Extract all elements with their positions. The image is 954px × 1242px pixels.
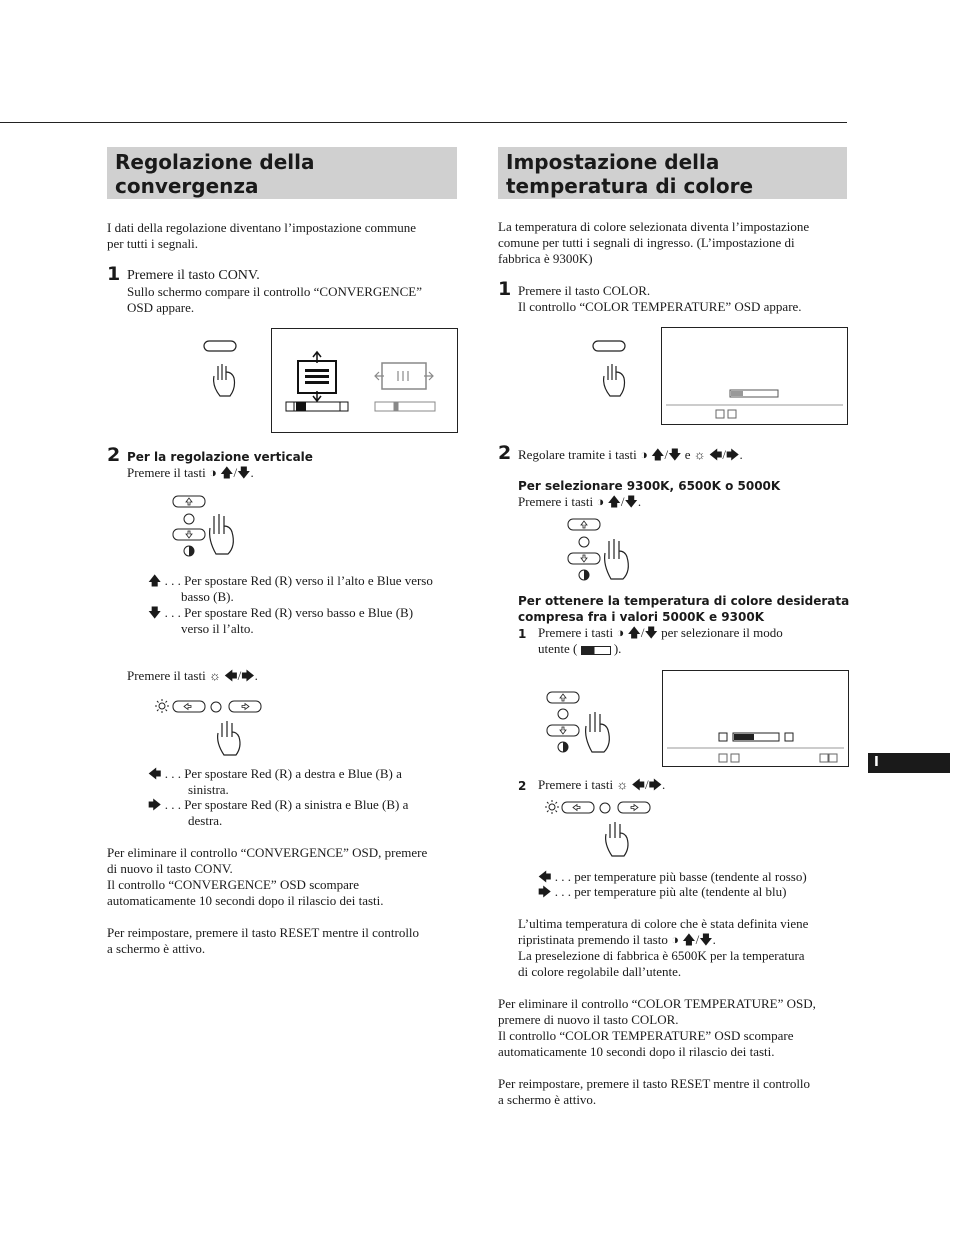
color-temperature-osd (661, 327, 848, 425)
lower-temperature-line: 🡄 . . . per temperature più basse (tendente al rosso) (538, 869, 807, 884)
up-arrow-icon: 🡅 (651, 447, 665, 462)
left-arrow-icon: 🡄 (538, 869, 552, 884)
right-title-line2: temperatura di colore (506, 174, 754, 198)
left-title-line2: convergenza (115, 174, 259, 198)
up-key-icon (728, 410, 736, 418)
vertical-convergence-icon (298, 352, 336, 401)
left-section-title (107, 147, 457, 199)
down-arrow-icon: 🡇 (624, 494, 638, 509)
right-key-icon (829, 754, 837, 762)
down-key-icon (716, 410, 724, 418)
right-intro: La temperatura di colore selezionata diventa l’impostazione comune per tutti i segnali di ingresso. (L’impostazione di fabbrica è 9300K) (498, 219, 810, 266)
contrast-icon: ◑ (616, 625, 625, 640)
right-reset-paragraph: Per reimpostare, premere il tasto RESET mentre il controllo a schermo è attivo. (498, 1076, 811, 1107)
horizontal-convergence-icon (375, 363, 433, 389)
right-arrow-icon: 🡆 (241, 668, 255, 683)
down-arrow-icon: 🡇 (148, 605, 162, 620)
pointing-hand-icon (604, 364, 625, 396)
right-exit-paragraph: Per eliminare il controllo “COLOR TEMPERATURE” OSD, premere di nuovo il tasto COLOR. Il controllo “COLOR TEMPERATURE” OSD scompare automaticamente 10 secondi dopo il rilascio dei tasti. (498, 996, 816, 1059)
down-arrow-icon: 🡇 (699, 932, 713, 947)
select-instruction: Premere i tasti ◑ 🡅/🡇. (518, 494, 642, 509)
vertical-keys-illustration (170, 494, 250, 560)
horizontal-keys-illustration (154, 699, 266, 759)
left-arrow-icon: 🡄 (148, 766, 162, 781)
left-step2-number: 2 (107, 444, 121, 466)
right-title-line1: Impostazione della (506, 150, 720, 174)
pointing-hand-icon (605, 539, 629, 579)
horizontal-instruction: Premere il tasti ☼ 🡄/🡆. (127, 668, 258, 683)
select-keys-illustration (565, 517, 645, 583)
left-key-icon (719, 733, 727, 741)
user-mode-bar-icon (581, 646, 611, 655)
contrast-icon: ◑ (671, 932, 679, 947)
contrast-icon: ◑ (208, 465, 217, 480)
convergence-osd (271, 328, 458, 433)
pointing-hand-icon (210, 514, 234, 554)
brightness-icon: ☼ (208, 668, 221, 683)
left-exit-paragraph: Per eliminare il controllo “CONVERGENCE” OSD, premere di nuovo il tasto CONV. Il controllo “CONVERGENCE” OSD scompare automaticamente 10 secondi dopo il rilascio dei tasti. (107, 845, 428, 908)
left-step1-number: 1 (107, 263, 121, 285)
up-arrow-icon: 🡅 (682, 932, 696, 947)
left-step2-heading: Per la regolazione verticale (127, 450, 313, 464)
pointing-hand-icon (214, 364, 235, 396)
pointing-hand-icon (218, 721, 240, 755)
right-step1-text: Premere il tasto COLOR. Il controllo “COLOR TEMPERATURE” OSD appare. (518, 283, 802, 314)
vertical-convergence-slider (286, 402, 348, 411)
top-rule (0, 122, 847, 123)
left-arrow-icon: 🡄 (708, 447, 723, 462)
up-arrow-icon: 🡅 (148, 573, 162, 588)
sub-step2-number: 2 (518, 779, 527, 793)
conv-button-icon (204, 341, 236, 351)
conv-button-hand-illustration (200, 338, 244, 404)
higher-temperature-line: 🡆 . . . per temperature più alte (tendente al blu) (538, 884, 787, 899)
left-title-line1: Regolazione della (115, 150, 315, 174)
brightness-icon: ☼ (693, 447, 706, 462)
left-step2-instruction: Premere il tasti ◑ 🡅/🡇. (127, 465, 254, 480)
down-key-icon (719, 754, 727, 762)
down-arrow-icon: 🡇 (644, 625, 658, 640)
down-arrow-icon: 🡇 (668, 447, 682, 462)
right-step1-number: 1 (498, 278, 512, 300)
right-key-icon (785, 733, 793, 741)
left-arrow-icon: 🡄 (224, 668, 238, 683)
user-mode-keys-illustration (544, 690, 624, 756)
left-explanation: 🡄 . . . Per spostare Red (R) a destra e Blue (B) a sinistra. (148, 766, 402, 797)
color-button-hand-illustration (590, 338, 634, 404)
left-step1-text: Premere il tasto CONV. Sullo schermo compare il controllo “CONVERGENCE” OSD appare. (127, 268, 422, 315)
sub-step1-text: Premere i tasti ◑ 🡅/🡇 per selezionare il modo utente ( ). (538, 625, 783, 656)
up-explanation: 🡅 . . . Per spostare Red (R) verso il l’alto e Blue verso basso (B). (148, 573, 433, 604)
brightness-icon (545, 800, 559, 814)
left-key-icon (820, 754, 828, 762)
desired-heading: Per ottenere la temperatura di colore desiderata compresa fra i valori 5000K e 9300K (518, 594, 850, 624)
sub-step1-number: 1 (518, 627, 527, 641)
right-arrow-icon: 🡆 (726, 447, 740, 462)
pointing-hand-icon (606, 822, 628, 856)
pointing-hand-icon (586, 712, 610, 752)
contrast-icon: ◑ (596, 494, 605, 509)
left-reset-paragraph: Per reimpostare, premere il tasto RESET mentre il controllo a schermo è attivo. (107, 925, 420, 956)
color-button-icon (593, 341, 625, 351)
horizontal-convergence-slider (375, 402, 435, 411)
sub-step2-text: Premere i tasti ☼ 🡄/🡆. (538, 777, 666, 792)
last-temperature-paragraph: L’ultima temperatura di colore che è stata definita viene ripristinata premendo il tasto ◑ 🡅/🡇. La preselezione di fabbrica è 6500K per la temperatura di colore regolabile dall’utente. (518, 916, 809, 979)
down-explanation: 🡇 . . . Per spostare Red (R) verso basso e Blue (B) verso il l’alto. (148, 605, 414, 636)
temperature-keys-illustration (544, 800, 656, 860)
brightness-icon (155, 699, 169, 713)
up-arrow-icon: 🡅 (627, 625, 641, 640)
contrast-icon: ◑ (640, 447, 648, 462)
language-tab: I (868, 753, 950, 773)
up-key-icon (731, 754, 739, 762)
right-explanation: 🡆 . . . Per spostare Red (R) a sinistra e Blue (B) a destra. (148, 797, 409, 828)
right-section-title (498, 147, 847, 199)
right-step2-number: 2 (498, 442, 512, 464)
up-arrow-icon: 🡅 (220, 465, 234, 480)
select-heading: Per selezionare 9300K, 6500K o 5000K (518, 479, 781, 493)
brightness-icon: ☼ (616, 777, 629, 792)
right-arrow-icon: 🡆 (648, 777, 663, 792)
right-step2-text: Regolare tramite i tasti ◑ 🡅/🡇 e ☼ 🡄/🡆. (518, 447, 743, 462)
left-arrow-icon: 🡄 (631, 777, 645, 792)
user-mode-osd (662, 670, 849, 767)
up-arrow-icon: 🡅 (607, 494, 621, 509)
right-arrow-icon: 🡆 (148, 797, 162, 812)
right-arrow-icon: 🡆 (538, 884, 552, 899)
down-arrow-icon: 🡇 (237, 465, 251, 480)
left-intro: I dati della regolazione diventano l’impostazione commune per tutti i segnali. (107, 220, 417, 251)
